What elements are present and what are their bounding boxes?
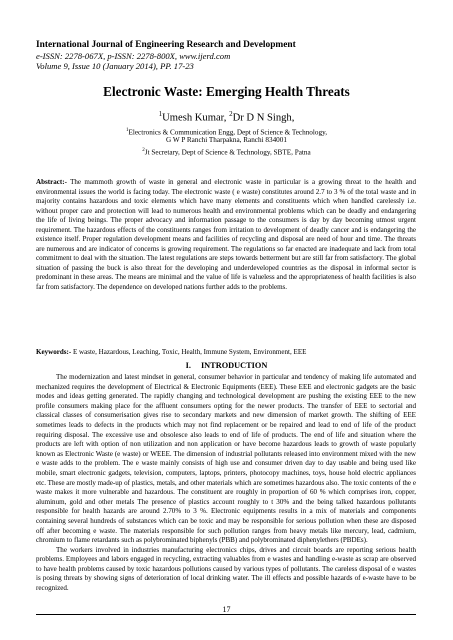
affiliation-2-marker: 2 — [142, 148, 145, 153]
journal-issn: e-ISSN: 2278-067X, p-ISSN: 2278-800X, www.ijerd.com — [36, 51, 231, 61]
section-number: I. — [185, 361, 191, 370]
abstract-text: The mammoth growth of waste in general and electronic waste in particular is a growing threat to the health and environmental issues the world is facing today. The electronic waste ( e waste) constitutes around 2.7 to 3 % of the total waste and in majority contains hazardous and toxic elements which have many elements and constituents which when handled carelessly i.e. without proper care and protection will lead to numerous health and environmental problems which can be deadly and endangering the life of living beings. The proper advocacy and information passage to the consumers is day by day becoming utmost urgent requirement. The hazardous effects of the constituents ranges from irritation to development of deadly cancer and is endangering the existence itself. Proper regulation development means and facilities of recycling and disposal are need of hour and time. The threats are numerous and are indicator of concerns is growing requirement. The regulations so far enacted are inadequate and lack from total commitment to deal with the situation. The latest regulations are steps towards betterment but are still far from satisfactory. The global situation of passing the buck is also threat for the developing and underdeveloped countries as the disposal in informal sector is predominant in these areas. The means are minimal and the value of life is valueless and the appropriateness of health facilities is also far from satisfactory. The dependence on developed nations further adds to the problems. — [36, 178, 416, 292]
affiliation-2 — [0, 146, 453, 157]
author-1-marker: 1 — [158, 110, 163, 118]
keywords-label: Keywords:- — [36, 348, 72, 356]
affiliation-1-marker: 1 — [125, 128, 129, 133]
body-paragraph-1: The modernization and latest mindset in general, consumer behavior in particular and tendency of making life automated and mechanized requires the development of Electrical & Electronic Equipments (EEE). These EEE and electronic gadgets are the basic modes and ideas getting generated. The rapidly changing and technological development are pushing the existing EEE to the new profile consumers making place for the affluent consumers opting for the newer products. The transfer of EEE to sectorial and classical classes of consumerisation gives rise to secondary markets and new dimension of market growth. The shifting of EEE sometimes leads to defects in the products which may not find replacement or be repaired and lead to end of life of the product requiring disposal. The excessive use and obsolesce also leads to end of life of products. The end of life and situation where the products are left with option of non utilization and non application or have become hazardous leads to growth of waste popularly known as Electronic Waste (e waste) or WEEE. The dimension of industrial pollutants released into environment mixed with the new e waste adds to the problem. The e waste mainly consists of high use and consumer driven day to day usable and being used like mobile, smart electronic gadgets, television, computers, laptops, printers, photocopy machines, toys, house hold electric appliances etc. These are mostly made-up of plastics, metals, and other materials which are sometimes hazardous also. The toxic contents of the e waste makes it more vulnerable and hazardous. The constituent are roughly in proportion of 60 % which comprises iron, copper, aluminum, gold and other metals The presence of plastics account roughly to t 30% and the being talked hazardous pollutants responsible for health hazards are around 2.70% to 3 %. Electronic equipments results in a mix of materials and components containing several hundreds of substances which can be toxic and may be responsible for serious pollution when these are disposed off after becoming e waste. The materials responsible for such pollution ranges from heavy metals like mercury, lead, cadmium, chromium to flame retardants such as polybrominated biphenyls (PBB) and polybrominated diphenylethers (PBDEs). — [36, 373, 416, 545]
section-heading — [0, 361, 453, 370]
footer-rule — [36, 614, 416, 615]
author-2-marker: 2 — [229, 110, 233, 118]
keywords — [36, 348, 416, 358]
author-1-name: Umesh Kumar, — [162, 112, 230, 124]
body-paragraph-2: The workers involved in industries manufacturing electronics chips, drives and circuit boards are reporting serious health problems. Employees and labors engaged in recycling, extracting valuables from e wastes and handling e-waste as scrap are observed to have health problems caused by toxic hazardous pollutions caused by various types of pollutants. The careless disposal of e wastes is posing threats by showing signs of deterioration of local drinking water. The ill effects and possible hazards of e-waste have to be recognized. — [36, 545, 416, 593]
page-number: 17 — [222, 605, 231, 614]
abstract — [36, 178, 416, 293]
keywords-text: E waste, Hazardous, Leaching, Toxic, Health, Immune System, Environment, EEE — [71, 348, 307, 356]
author-2-name: Dr D N Singh, — [232, 112, 295, 124]
affiliation-1-address-text: G W P Ranchi Tharpakna, Ranchi 834001 — [166, 136, 287, 144]
section-title: INTRODUCTION — [200, 361, 268, 370]
paper-title: Electronic Waste: Emerging Health Threats — [103, 84, 350, 99]
abstract-label: Abstract:- — [36, 178, 67, 186]
affiliation-2-text: Jt Secretary, Dept of Science & Technology, SBTE, Patna — [144, 148, 311, 157]
introduction-body — [36, 373, 416, 594]
journal-header — [36, 40, 426, 71]
journal-volume: Volume 9, Issue 10 (January 2014), PP. 17-23 — [36, 61, 194, 71]
journal-name: International Journal of Engineering Research and Development — [36, 40, 296, 50]
affiliation-1-address — [0, 136, 453, 145]
author-line — [0, 110, 453, 124]
affiliation-1-text: Electronics & Communication Engg, Dept of Science & Technology, — [128, 128, 327, 137]
